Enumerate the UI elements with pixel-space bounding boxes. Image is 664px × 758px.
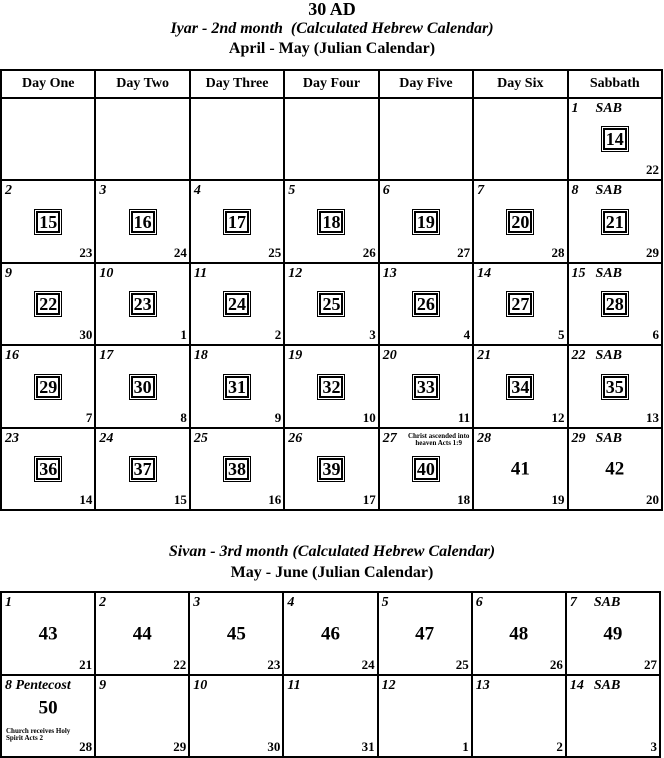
julian-day-number: 2 [274, 327, 282, 342]
day-note: Christ ascended into heaven Acts 1:9 [407, 432, 470, 447]
count-number: 15 [36, 211, 60, 233]
sivan-hebrew-note: (Calculated Hebrew Calendar) [292, 543, 496, 560]
julian-day-number: 12 [551, 410, 565, 425]
hebrew-day-number: 23 [5, 431, 19, 446]
day-cell-content [569, 346, 661, 427]
hebrew-day-number: 1 [571, 101, 579, 116]
count-number: 35 [603, 376, 627, 398]
weekday-header: Day One [1, 70, 95, 98]
day-cell-content [380, 181, 472, 262]
hebrew-day-number: 13 [475, 678, 490, 693]
day-cell-content [2, 264, 94, 344]
weekday-header-row [1, 70, 662, 98]
week-row [1, 592, 660, 675]
day-note: Church receives Holy Spirit Acts 2 [6, 727, 71, 742]
julian-day-number: 22 [173, 657, 187, 672]
day-cell [190, 428, 284, 510]
julian-day-number: 24 [173, 245, 187, 260]
julian-day-number: 1 [180, 327, 187, 342]
hebrew-day-number: 24 [99, 431, 114, 446]
day-cell-content [191, 346, 283, 427]
hebrew-day-number: 11 [287, 678, 301, 693]
count-number: 22 [36, 293, 60, 315]
julian-day-number: 14 [79, 492, 93, 507]
julian-day-number: 6 [652, 327, 659, 342]
hebrew-day-number: 25 [193, 431, 208, 446]
hebrew-day-number: 22 [571, 348, 586, 363]
day-cell-content [567, 593, 659, 674]
julian-day-number: 19 [551, 492, 565, 507]
day-cell-content [191, 429, 283, 509]
julian-day-number: 22 [646, 162, 659, 177]
day-cell [190, 98, 284, 180]
day-cell [379, 98, 473, 180]
count-number: 44 [132, 623, 152, 644]
count-number: 28 [603, 293, 627, 315]
day-cell-content [380, 346, 472, 427]
day-cell-content [2, 429, 94, 509]
day-cell-content [474, 181, 566, 262]
day-cell [284, 98, 378, 180]
iyar-calendar [0, 69, 663, 511]
hebrew-day-number: 9 [5, 266, 12, 281]
day-cell-content [285, 429, 377, 509]
day-cell [472, 592, 566, 675]
count-number: 32 [319, 376, 343, 398]
count-number: 19 [414, 211, 438, 233]
julian-day-number: 17 [362, 492, 376, 507]
julian-day-number: 28 [551, 245, 565, 260]
julian-day-number: 3 [650, 739, 657, 754]
day-cell [189, 592, 283, 675]
sabbath-label: SAB [595, 266, 622, 281]
julian-day-number: 9 [274, 410, 282, 425]
day-cell [473, 428, 567, 510]
day-cell [568, 263, 662, 345]
day-cell [566, 592, 660, 675]
count-number: 20 [508, 211, 532, 233]
julian-day-number: 25 [268, 245, 282, 260]
julian-day-number: 7 [85, 410, 93, 425]
day-cell [379, 180, 473, 263]
hebrew-day-number: 14 [477, 266, 492, 281]
day-cell-content [96, 181, 188, 262]
day-cell-content [191, 264, 283, 344]
iyar-hebrew-note: (Calculated Hebrew Calendar) [290, 20, 494, 37]
day-cell [473, 345, 567, 428]
day-cell [568, 98, 662, 180]
day-cell-content [2, 181, 94, 262]
day-cell-content [380, 429, 472, 509]
day-cell-content [569, 181, 661, 262]
julian-day-number: 18 [457, 492, 471, 507]
day-cell [1, 345, 95, 428]
day-cell-content [96, 264, 188, 344]
day-cell [95, 592, 189, 675]
count-number: 41 [510, 458, 530, 480]
sabbath-label: SAB [593, 595, 621, 610]
hebrew-day-number: 2 [5, 183, 12, 198]
count-number: 42 [605, 458, 625, 480]
day-cell [1, 592, 95, 675]
day-cell [1, 675, 95, 757]
day-cell [378, 592, 472, 675]
weekday-header: Sabbath [568, 70, 662, 98]
day-cell [379, 263, 473, 345]
hebrew-day-number: 13 [382, 266, 397, 281]
sabbath-label: SAB [595, 101, 622, 116]
hebrew-day-number: 8 [571, 183, 579, 198]
hebrew-day-number: 5 [288, 183, 296, 198]
hebrew-day-number: 19 [288, 348, 303, 363]
count-number: 39 [319, 458, 343, 480]
hebrew-day-number: 3 [99, 183, 107, 198]
day-cell [378, 675, 472, 757]
hebrew-day-number: 10 [99, 266, 114, 281]
count-number: 36 [36, 458, 60, 480]
day-cell-content [96, 676, 188, 756]
hebrew-day-number: 27 [382, 431, 397, 446]
hebrew-day-number: 28 [477, 431, 492, 446]
hebrew-day-number: 12 [288, 266, 303, 281]
count-number: 38 [225, 458, 249, 480]
day-cell [283, 592, 377, 675]
day-cell [284, 263, 378, 345]
weekday-header: Day Two [95, 70, 189, 98]
julian-day-number: 25 [455, 657, 469, 672]
julian-day-number: 3 [369, 327, 376, 342]
iyar-hebrew-month: Iyar - 2nd month [170, 20, 283, 37]
sabbath-label: SAB [595, 431, 622, 446]
week-row [1, 263, 662, 345]
julian-day-number: 29 [173, 739, 187, 754]
week-row [1, 98, 662, 180]
julian-day-number: 27 [644, 657, 657, 672]
day-cell [284, 428, 378, 510]
count-number: 47 [415, 623, 435, 644]
day-cell [1, 98, 95, 180]
day-cell [95, 180, 189, 263]
hebrew-day-number: 1 [5, 595, 12, 610]
hebrew-day-number: 5 [381, 595, 389, 610]
hebrew-day-number: 20 [382, 348, 397, 363]
count-number: 33 [414, 376, 438, 398]
week-row [1, 675, 660, 757]
day-cell-content [569, 264, 661, 344]
count-number: 37 [131, 458, 155, 480]
day-cell [1, 180, 95, 263]
sivan-julian-title: May - June (Julian Calendar) [230, 564, 434, 581]
weekday-header: Day Five [379, 70, 473, 98]
week-row [1, 428, 662, 510]
sivan-calendar [0, 591, 661, 758]
julian-day-number: 24 [361, 657, 375, 672]
day-cell-content [285, 264, 377, 344]
julian-day-number: 15 [173, 492, 187, 507]
day-cell [473, 98, 567, 180]
day-cell [190, 263, 284, 345]
day-cell-content [379, 676, 471, 756]
count-number: 40 [414, 458, 438, 480]
day-cell-content [190, 676, 282, 756]
julian-day-number: 21 [79, 657, 93, 672]
hebrew-day-number: 16 [5, 348, 19, 363]
day-cell-content [569, 99, 661, 179]
day-cell-content [96, 346, 188, 427]
hebrew-day-number: 29 [571, 431, 586, 446]
sabbath-label: SAB [595, 183, 622, 198]
day-cell-content [284, 593, 376, 674]
count-number: 34 [508, 376, 532, 398]
julian-day-number: 23 [79, 245, 93, 260]
hebrew-day-number: 8 Pentecost [5, 678, 71, 693]
count-number: 26 [414, 293, 438, 315]
day-cell-content [190, 593, 282, 674]
day-cell-content [285, 346, 377, 427]
count-number: 43 [38, 623, 58, 644]
hebrew-day-number: 6 [475, 595, 483, 610]
count-number: 50 [38, 697, 58, 719]
count-number: 17 [225, 211, 249, 233]
count-number: 14 [603, 128, 627, 150]
julian-day-number: 5 [558, 327, 565, 342]
hebrew-day-number: 4 [193, 183, 201, 198]
julian-day-number: 20 [646, 492, 659, 507]
count-number: 46 [320, 623, 340, 644]
day-cell-content [474, 429, 566, 509]
sabbath-label: SAB [593, 678, 621, 693]
hebrew-day-number: 10 [193, 678, 208, 693]
day-cell-content [380, 264, 472, 344]
day-cell [473, 180, 567, 263]
weekday-header: Day Three [190, 70, 284, 98]
hebrew-day-number: 4 [287, 595, 295, 610]
day-cell [95, 675, 189, 757]
count-number: 48 [509, 623, 529, 644]
day-cell-content [96, 593, 188, 674]
count-number: 29 [36, 376, 60, 398]
day-cell [284, 345, 378, 428]
day-cell-content [191, 181, 283, 262]
julian-day-number: 28 [79, 739, 93, 754]
day-cell-content [2, 346, 94, 427]
day-cell [472, 675, 566, 757]
julian-day-number: 10 [362, 410, 376, 425]
count-number: 16 [131, 211, 155, 233]
day-cell-content [473, 593, 565, 674]
julian-day-number: 30 [79, 327, 93, 342]
year-title: 30 AD [308, 0, 356, 19]
day-cell-content [284, 676, 376, 756]
day-cell [568, 428, 662, 510]
day-cell-content [2, 593, 94, 674]
julian-day-number: 27 [457, 245, 471, 260]
day-cell-content [285, 181, 377, 262]
hebrew-day-number: 14 [569, 678, 584, 693]
julian-day-number: 8 [180, 410, 187, 425]
julian-day-number: 31 [361, 739, 375, 754]
hebrew-day-number: 2 [99, 595, 107, 610]
hebrew-day-number: 3 [193, 595, 201, 610]
day-cell-content [379, 593, 471, 674]
julian-day-number: 13 [646, 410, 659, 425]
hebrew-day-number: 7 [477, 183, 485, 198]
day-cell [568, 345, 662, 428]
day-cell [95, 98, 189, 180]
sivan-hebrew-title [0, 543, 664, 561]
hebrew-day-number: 26 [288, 431, 303, 446]
julian-day-number: 29 [646, 245, 659, 260]
count-number: 45 [226, 623, 246, 644]
count-number: 31 [225, 376, 249, 398]
day-cell [95, 263, 189, 345]
day-cell-content [474, 264, 566, 344]
day-cell [283, 675, 377, 757]
day-cell [189, 675, 283, 757]
day-cell [95, 345, 189, 428]
julian-day-number: 4 [463, 327, 471, 342]
day-cell [95, 428, 189, 510]
hebrew-day-number: 11 [193, 266, 208, 281]
day-cell [566, 675, 660, 757]
day-cell-content [473, 676, 565, 756]
hebrew-day-number: 6 [382, 183, 390, 198]
sivan-hebrew-month: Sivan - 3rd month [168, 543, 289, 560]
week-row [1, 180, 662, 263]
day-cell [1, 428, 95, 510]
julian-day-number: 26 [362, 245, 376, 260]
count-number: 24 [225, 293, 249, 315]
hebrew-day-number: 17 [99, 348, 114, 363]
day-cell-content [96, 429, 188, 509]
count-number: 23 [131, 293, 155, 315]
weekday-header: Day Six [473, 70, 567, 98]
day-cell [190, 180, 284, 263]
day-cell [473, 263, 567, 345]
count-number: 30 [131, 376, 155, 398]
hebrew-day-number: 7 [569, 595, 577, 610]
julian-day-number: 16 [268, 492, 282, 507]
hebrew-day-number: 18 [193, 348, 208, 363]
day-cell [379, 428, 473, 510]
iyar-hebrew-title [0, 20, 664, 38]
hebrew-day-number: 9 [99, 678, 107, 693]
hebrew-day-number: 12 [381, 678, 396, 693]
iyar-julian-title: April - May (Julian Calendar) [228, 40, 436, 57]
julian-day-number: 30 [267, 739, 281, 754]
julian-day-number: 11 [457, 410, 471, 425]
count-number: 27 [508, 293, 532, 315]
count-number: 18 [319, 211, 343, 233]
day-cell [1, 263, 95, 345]
day-cell-content [2, 676, 94, 756]
week-row [1, 345, 662, 428]
hebrew-day-number: 21 [477, 348, 492, 363]
count-number: 21 [603, 211, 627, 233]
count-number: 25 [319, 293, 343, 315]
count-number: 49 [603, 623, 623, 644]
julian-day-number: 2 [556, 739, 563, 754]
day-cell [379, 345, 473, 428]
day-cell-content [567, 676, 659, 756]
day-cell-content [569, 429, 661, 509]
day-cell [568, 180, 662, 263]
julian-day-number: 26 [549, 657, 563, 672]
julian-day-number: 23 [267, 657, 281, 672]
julian-day-number: 1 [462, 739, 469, 754]
day-cell [284, 180, 378, 263]
weekday-header: Day Four [284, 70, 378, 98]
day-cell [190, 345, 284, 428]
hebrew-day-number: 15 [571, 266, 586, 281]
day-cell-content [474, 346, 566, 427]
sabbath-label: SAB [595, 348, 622, 363]
